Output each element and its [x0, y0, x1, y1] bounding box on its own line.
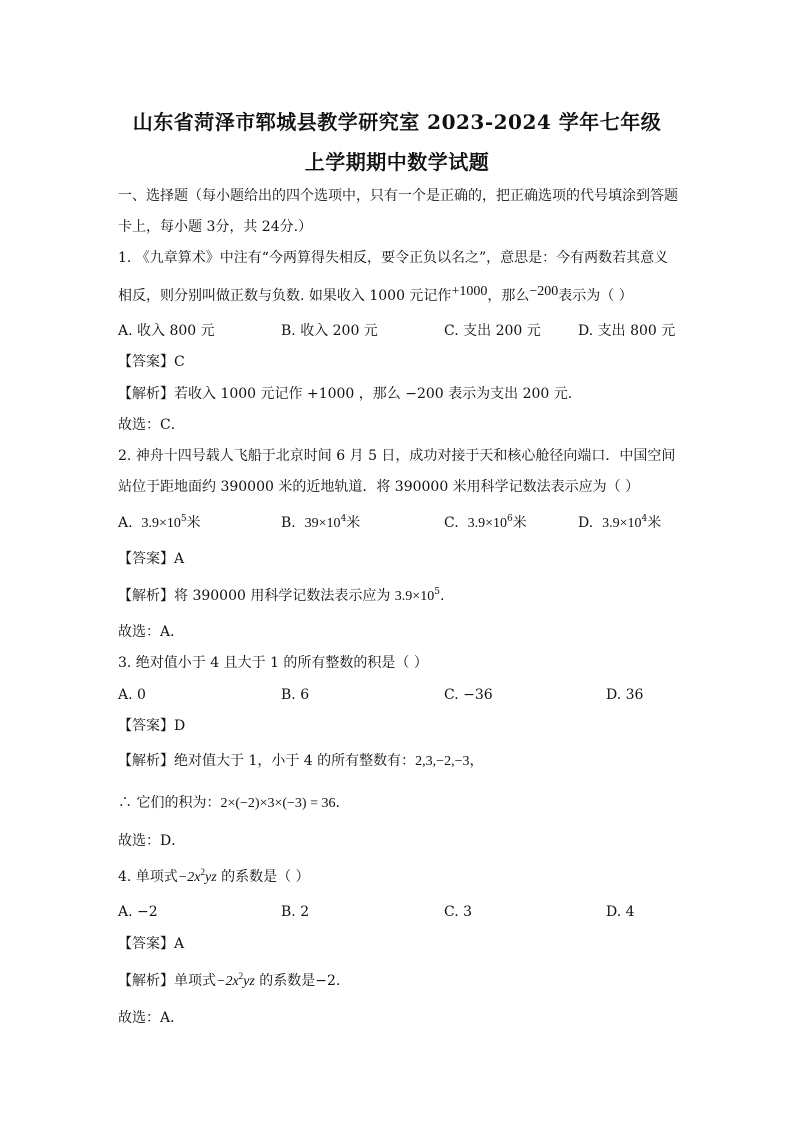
section-heading-line2: 卡上，每小题 3分，共 24分.）	[118, 219, 313, 235]
q2-option-b-mantissa: 39×10	[304, 516, 341, 531]
q3-option-c: C. −36	[444, 687, 493, 703]
q2-option-b-exponent: 4	[340, 514, 347, 524]
q4-analysis-math-vars: yz	[243, 974, 255, 989]
q2-answer: 【答案】A	[118, 551, 185, 567]
q2-option-a	[118, 514, 201, 533]
q3-option-d: D. 36	[606, 687, 644, 703]
q2-option-d	[578, 514, 661, 533]
section-heading-line1: 一、选择题（每小题给出的四个选项中，只有一个是正确的，把正确选项的代号填涂到答题	[118, 188, 678, 204]
q2-option-b-unit: 米	[346, 515, 361, 531]
q4-analysis-end: 的系数是−2.	[254, 973, 341, 989]
q1-stem-line2	[118, 284, 633, 306]
q1-stem-text-a: 相反，则分别叫做正数与负数. 如果收入 1000 元记作	[118, 288, 452, 304]
q1-option-c: C. 支出 200 元	[444, 323, 541, 339]
q2-analysis	[118, 587, 444, 606]
q4-stem	[118, 868, 310, 887]
q2-option-c-unit: 米	[512, 515, 527, 531]
q4-option-d: D. 4	[606, 904, 635, 920]
q4-analysis-text: 【解析】单项式	[118, 973, 216, 989]
q2-option-d-unit: 米	[647, 515, 662, 531]
q1-math-plus1000: +1000	[451, 284, 488, 299]
q3-therefore	[118, 794, 340, 813]
q4-stem-math-coef: −2x	[177, 870, 201, 885]
q3-analysis	[118, 752, 483, 771]
q3-analysis-math: 2,3,−2,−3	[415, 754, 470, 769]
document-title-line1: 山东省菏泽市郓城县教学研究室 2023-2024 学年七年级	[132, 110, 662, 134]
q2-option-b-label: B.	[281, 515, 296, 531]
document-title-line2: 上学期期中数学试题	[304, 150, 490, 174]
q1-analysis: 【解析】若收入 1000 元记作 +1000 ，那么 −200 表示为支出 200 元.	[118, 386, 573, 402]
q2-analysis-end: .	[439, 588, 445, 604]
q3-answer: 【答案】D	[118, 718, 186, 734]
q2-option-a-label: A.	[118, 515, 133, 531]
q1-stem-text-b: ，那么	[487, 288, 530, 304]
q2-analysis-exponent: 5	[434, 587, 440, 597]
q3-stem: 3. 绝对值小于 4 且大于 1 的所有整数的积是（ ）	[118, 655, 428, 671]
q1-stem-text-c: 表示为（ ）	[558, 288, 633, 304]
q4-analysis-math-exponent: 2	[238, 971, 244, 981]
q4-option-b: B. 2	[281, 904, 310, 920]
q2-option-d-exponent: 4	[641, 514, 648, 524]
q2-analysis-text: 【解析】将 390000 用科学记数法表示应为	[118, 588, 395, 604]
q2-option-c-mantissa: 3.9×10	[467, 516, 507, 531]
q1-option-b: B. 收入 200 元	[281, 323, 378, 339]
q4-answer: 【答案】A	[118, 936, 185, 952]
q2-analysis-mantissa: 3.9×10	[394, 589, 435, 604]
q3-analysis-end: ，	[469, 753, 484, 769]
q1-math-minus200: −200	[529, 284, 559, 299]
q4-option-c: C. 3	[444, 904, 473, 920]
q1-conclusion: 故选：C．	[118, 417, 185, 433]
q2-option-b	[281, 514, 360, 533]
q3-option-a: A. 0	[118, 687, 146, 703]
q2-stem-line1: 2. 神舟十四号载人飞船于北京时间 6 月 5 日，成功对接于天和核心舱径向端口．中国空间	[118, 448, 676, 464]
q3-conclusion: 故选：D．	[118, 833, 186, 849]
q2-option-a-unit: 米	[186, 515, 201, 531]
q4-stem-math-exponent: 2	[200, 867, 205, 877]
q3-therefore-text: ∴ 它们的积为：	[118, 795, 221, 811]
q4-option-a: A. −2	[118, 904, 158, 920]
q1-stem-line1: 1. 《九章算术》中注有“今两算得失相反，要令正负以名之”，意思是：今有两数若其意义	[118, 250, 669, 266]
q2-option-d-mantissa: 3.9×10	[602, 516, 642, 531]
q4-analysis-math-coef: −2x	[216, 974, 239, 989]
q2-option-d-label: D.	[578, 515, 594, 531]
q4-stem-text: 4. 单项式	[118, 869, 178, 885]
q3-analysis-text: 【解析】绝对值大于 1，小于 4 的所有整数有：	[118, 753, 416, 769]
q1-option-d: D. 支出 800 元	[578, 323, 676, 339]
q4-analysis	[118, 972, 340, 991]
q2-option-c-label: C.	[444, 515, 459, 531]
q1-option-a: A. 收入 800 元	[118, 323, 215, 339]
q3-therefore-math: 2×(−2)×3×(−3) = 36	[220, 796, 336, 811]
q4-stem-end: 的系数是（ ）	[216, 869, 310, 885]
q4-conclusion: 故选：A．	[118, 1010, 185, 1026]
q2-stem-line2: 站位于距地面约 390000 米的近地轨道．将 390000 米用科学记数法表示应为（ ）	[118, 479, 640, 495]
q4-stem-math-vars: yz	[204, 870, 217, 885]
q2-option-a-exponent: 5	[180, 514, 187, 524]
q3-therefore-end: .	[335, 795, 340, 811]
q2-conclusion: 故选：A．	[118, 624, 185, 640]
q2-option-c	[444, 514, 527, 533]
q2-option-a-mantissa: 3.9×10	[141, 516, 181, 531]
q1-answer: 【答案】C	[118, 354, 185, 370]
q3-option-b: B. 6	[281, 687, 310, 703]
q2-option-c-exponent: 6	[506, 514, 513, 524]
